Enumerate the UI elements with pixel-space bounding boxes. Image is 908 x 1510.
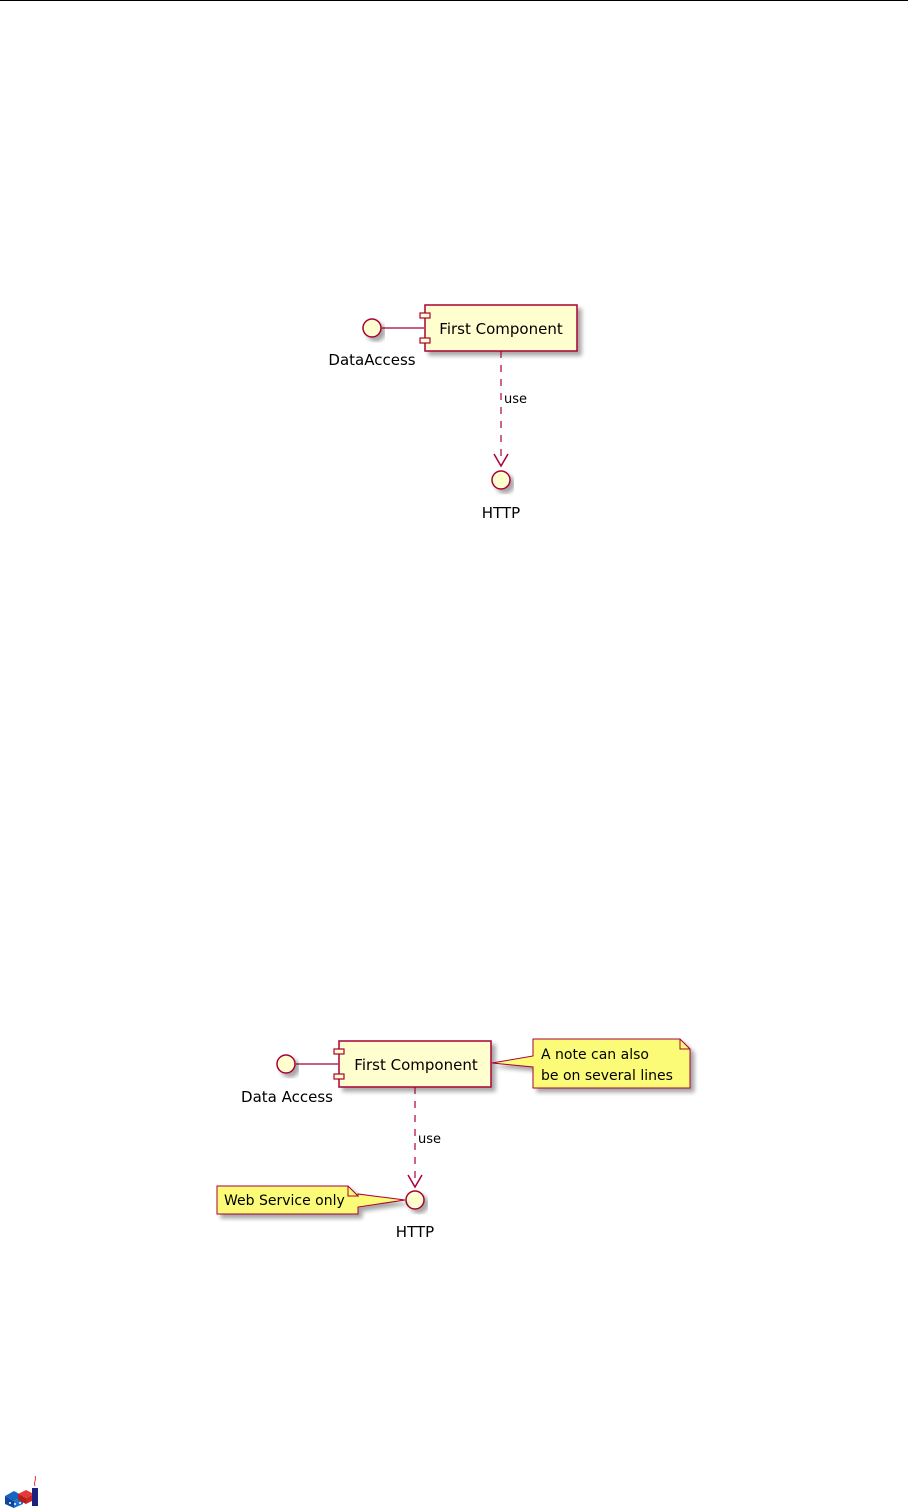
interface-circle-http[interactable] [406, 1191, 424, 1209]
component-port-icon [334, 1074, 344, 1079]
dependency-label: use [504, 392, 528, 407]
component-label: First Component [439, 320, 563, 338]
dependency-label: use [418, 1132, 442, 1147]
interface-circle-dataaccess[interactable] [363, 319, 381, 337]
diagram-1 [328, 305, 577, 522]
interface-circle-data-access[interactable] [277, 1055, 295, 1073]
note-right[interactable] [492, 1039, 690, 1088]
note-right-line-1: A note can also [541, 1047, 649, 1063]
component-label: First Component [354, 1056, 478, 1074]
interface-label-data-access: Data Access [241, 1088, 333, 1106]
component-first[interactable] [420, 305, 577, 351]
component-first[interactable] [334, 1041, 491, 1087]
note-right-line-2: be on several lines [541, 1068, 673, 1084]
interface-label-http: HTTP [395, 1223, 435, 1241]
component-port-icon [420, 338, 430, 343]
note-left[interactable] [217, 1186, 405, 1214]
note-left-line-1: Web Service only [224, 1193, 345, 1209]
interface-label-dataaccess: DataAccess [328, 351, 416, 369]
component-port-icon [420, 313, 430, 318]
plantuml-logo-icon [2, 1474, 42, 1508]
diagram-2 [217, 1039, 690, 1241]
component-port-icon [334, 1049, 344, 1054]
interface-circle-http[interactable] [492, 471, 510, 489]
interface-label-http: HTTP [481, 504, 521, 522]
